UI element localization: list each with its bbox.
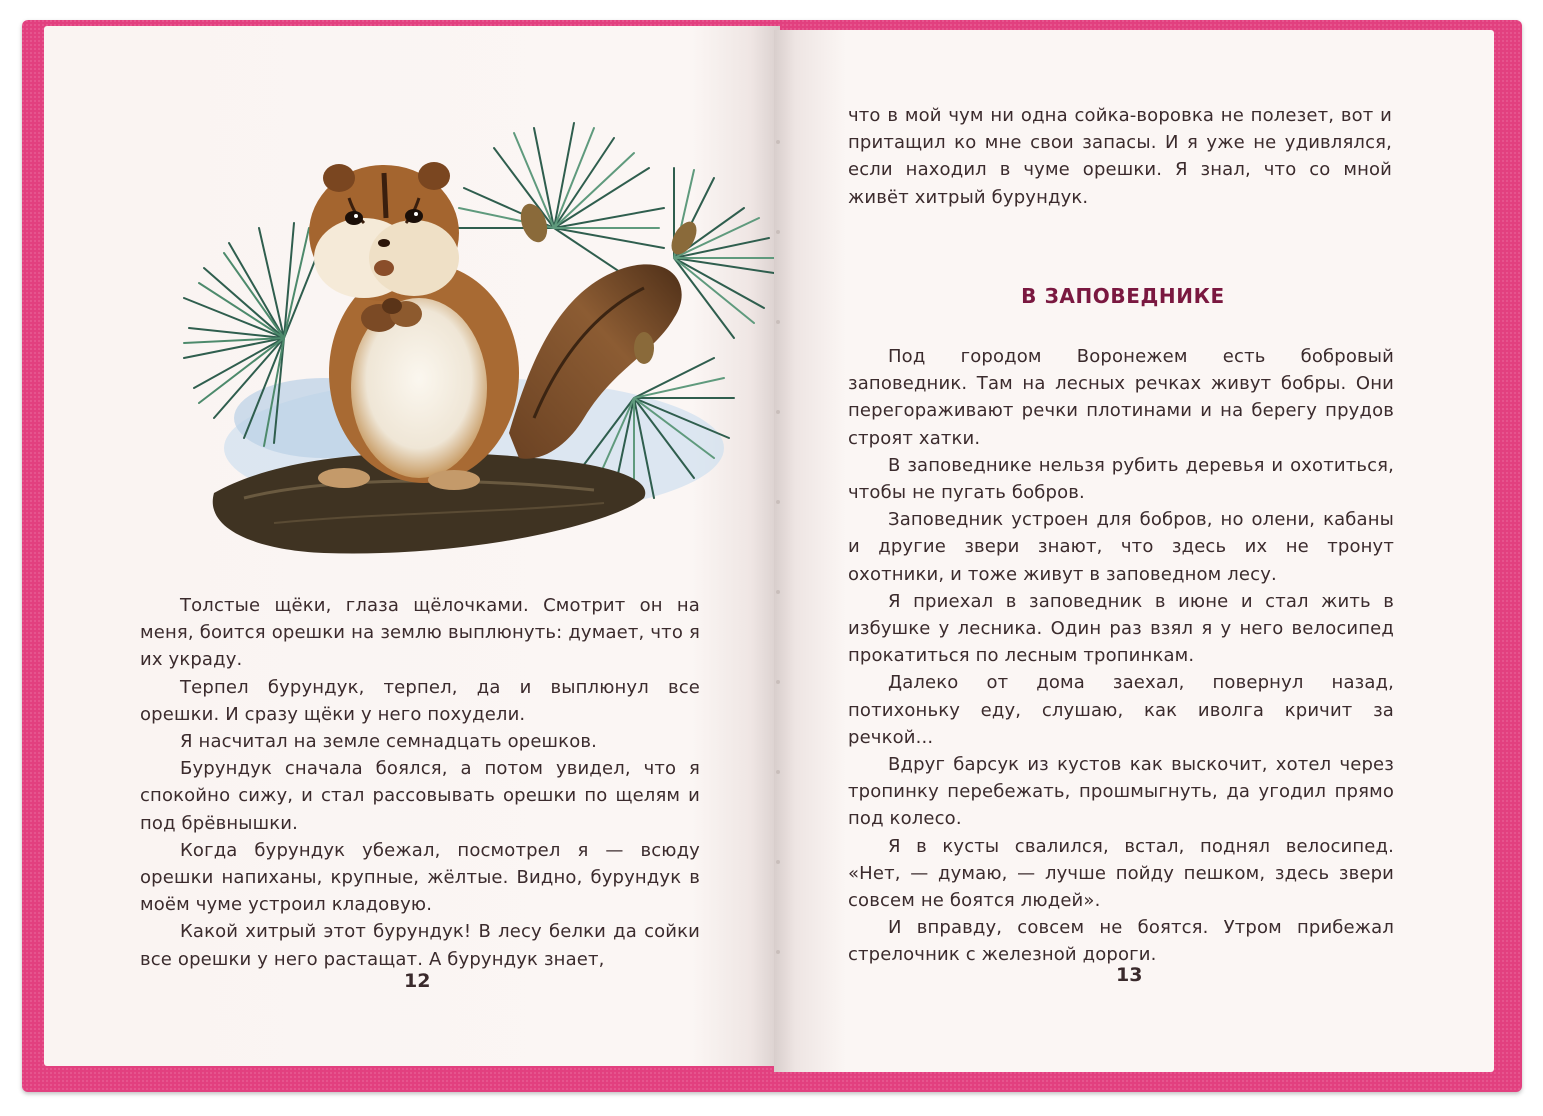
binding-stitches [776, 140, 782, 960]
paragraph: что в мой чум ни одна сойка-воровка не полезет, вот и притащил ко мне свои запасы. И я уже не удивлялся, если находил в чуме орешки. Я знал, что со мной живёт хитрый бурундук. [848, 105, 1392, 208]
paragraph: В заповеднике нельзя рубить деревья и охотиться, чтобы не пугать бобров. [848, 454, 1394, 504]
paragraph: Я насчитал на земле семнадцать орешков. [180, 731, 597, 753]
left-page-text [140, 592, 700, 973]
paragraph: Какой хитрый этот бурундук! В лесу белки да сойки все орешки у него растащат. А бурундук знает, [140, 921, 700, 970]
paragraph: И вправду, совсем не боятся. Утром прибежал стрелочник с железной дороги. [848, 917, 1394, 966]
paragraph: Заповедник устроен для бобров, но олени, кабаны и другие звери знают, что здесь их не тронут охотники, и тоже живут в заповедном лесу. [848, 509, 1394, 585]
left-page [44, 26, 780, 1066]
page-number-left: 12 [404, 970, 431, 992]
paragraph: Я в кусты свалился, встал, поднял велосипед. «Нет, — думаю, — лучше пойду пешком, здесь звери совсем не боятся людей». [848, 835, 1394, 912]
continuation-text [848, 102, 1392, 211]
paragraph: Бурундук сначала боялся, а потом увидел, что я спокойно сижу, и стал рассовывать орешки по щелям и под брёвнышки. [140, 758, 700, 834]
paragraph: Я приехал в заповедник в июне и стал жить в избушке у лесника. Один раз взял я у него велосипед прокатиться по лесным тропинкам. [848, 590, 1394, 667]
chipmunk-illustration [174, 118, 784, 558]
paragraph: Толстые щёки, глаза щёлочками. Смотрит он на меня, боится орешки на землю выплюнуть: думает, что я их украду. [140, 595, 700, 671]
chapter-title: В ЗАПОВЕДНИКЕ [1021, 284, 1225, 308]
right-page [774, 30, 1494, 1072]
paragraph: Терпел бурундук, терпел, да и выплюнул все орешки. И сразу щёки у него похудели. [140, 676, 700, 725]
paragraph: Когда бурундук убежал, посмотрел я — всюду орешки напиханы, крупные, жёлтые. Видно, бурундук в моём чуме устроил кладовую. [140, 839, 700, 916]
right-page-text [848, 343, 1394, 969]
paragraph: Вдруг барсук из кустов как выскочит, хотел через тропинку перебежать, прошмыгнуть, да угодил прямо под колесо. [848, 754, 1394, 830]
page-number-right: 13 [1116, 964, 1143, 986]
paragraph: Под городом Воронежем есть бобровый заповедник. Там на лесных речках живут бобры. Они перегораживают речки плотинами и на берегу прудов строят хатки. [848, 346, 1394, 449]
paragraph: Далеко от дома заехал, повернул назад, потихоньку еду, слушаю, как иволга кричит за речкой... [848, 672, 1394, 748]
